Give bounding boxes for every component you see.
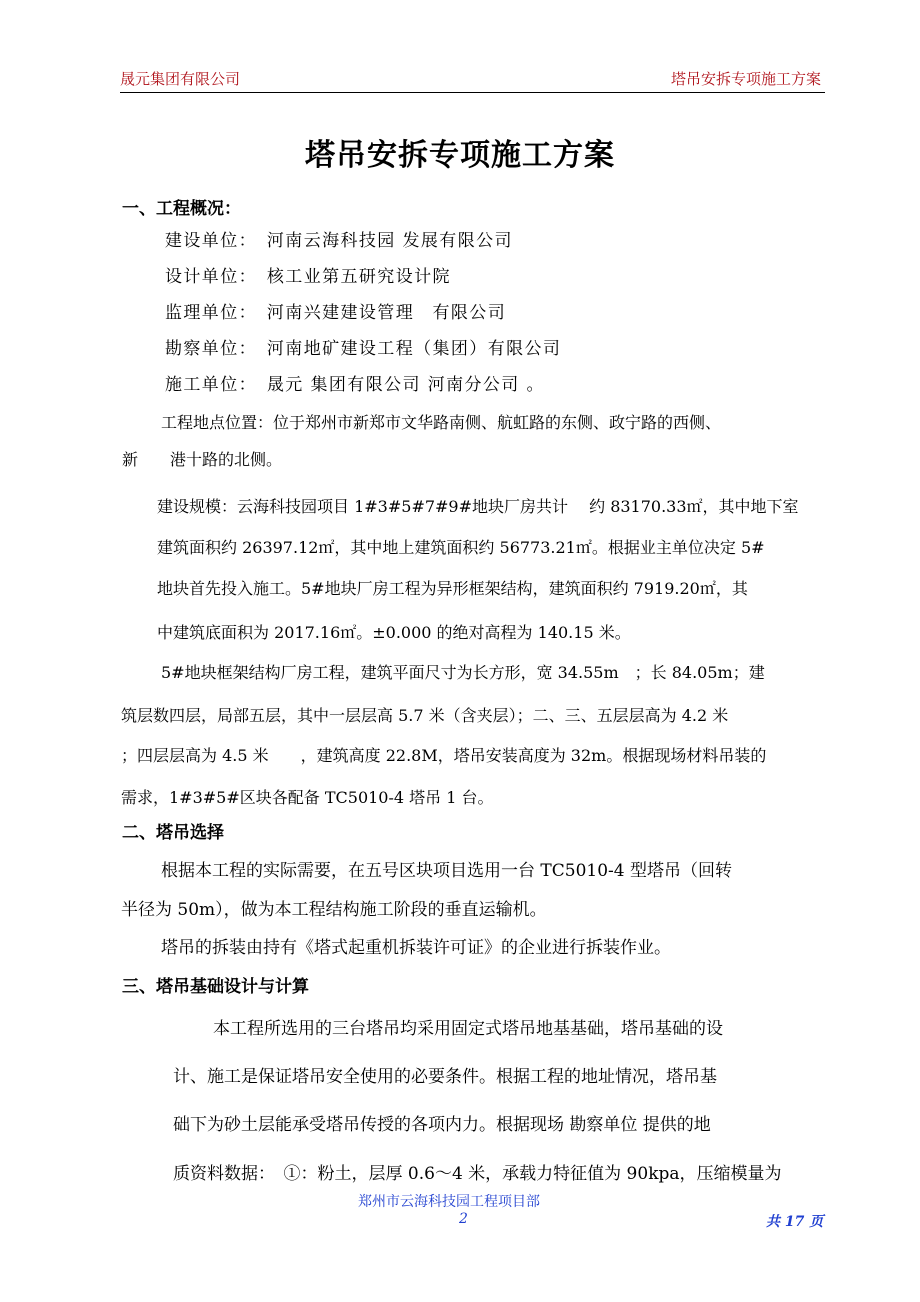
unit-row: 设计单位： 核工业第五研究设计院 bbox=[165, 267, 451, 287]
scale-line: 地块首先投入施工。5#地块厂房工程为异形框架结构，建筑面积约 7919.20㎡，其 bbox=[157, 579, 748, 598]
section2-heading: 二、塔吊选择 bbox=[122, 823, 224, 843]
section3-heading: 三、塔吊基础设计与计算 bbox=[122, 977, 309, 997]
unit-row: 监理单位： 河南兴建建设管理 有限公司 bbox=[165, 303, 507, 323]
location-line: 工程地点位置：位于郑州市新郑市文华路南侧、航虹路的东侧、政宁路的西侧、 bbox=[161, 413, 722, 432]
frame-line: 5#地块框架结构厂房工程，建筑平面尺寸为长方形，宽 34.55m ；长 84.05m；建 bbox=[161, 663, 765, 682]
paragraph-line: 本工程所选用的三台塔吊均采用固定式塔吊地基基础，塔吊基础的设 bbox=[213, 1019, 723, 1039]
paragraph-line: 根据本工程的实际需要，在五号区块项目选用一台 TC5010-4 型塔吊（回转 bbox=[161, 861, 732, 881]
scale-line: 建设规模：云海科技园项目 1#3#5#7#9#地块厂房共计 约 83170.33㎡，其中地下室 bbox=[157, 497, 799, 516]
paragraph-line: 塔吊的拆装由持有《塔式起重机拆装许可证》的企业进行拆装作业。 bbox=[161, 938, 671, 958]
frame-line: ；四层层高为 4.5 米 ，建筑高度 22.8M，塔吊安装高度为 32m。根据现场材料吊装的 bbox=[121, 746, 767, 765]
header-company: 晟元集团有限公司 bbox=[120, 70, 241, 88]
frame-line: 需求，1#3#5#区块各配备 TC5010-4 塔吊 1 台。 bbox=[121, 788, 494, 807]
location-line: 新 港十路的北侧。 bbox=[122, 450, 283, 469]
paragraph-line: 半径为 50m），做为本工程结构施工阶段的垂直运输机。 bbox=[121, 900, 547, 920]
page-total: 共 17 页 bbox=[766, 1214, 824, 1230]
unit-row: 施工单位： 晟元 集团有限公司 河南分公司 。 bbox=[165, 375, 545, 395]
paragraph-line: 质资料数据： ①：粉土，层厚 0.6～4 米，承载力特征值为 90kpa，压缩模量为 bbox=[173, 1164, 782, 1184]
header-doc-title: 塔吊安拆专项施工方案 bbox=[670, 70, 821, 88]
section1-heading: 一、工程概况： bbox=[122, 199, 241, 219]
page-header bbox=[120, 68, 825, 93]
unit-row: 建设单位： 河南云海科技园 发展有限公司 bbox=[165, 231, 513, 251]
footer-project: 郑州市云海科技园工程项目部 bbox=[358, 1194, 540, 1210]
scale-line: 中建筑底面积为 2017.16㎡。±0.000 的绝对高程为 140.15 米。 bbox=[157, 623, 631, 642]
frame-line: 筑层数四层，局部五层，其中一层层高 5.7 米（含夹层）；二、三、五层层高为 4.2 米 bbox=[121, 706, 729, 725]
paragraph-line: 础下为砂土层能承受塔吊传授的各项内力。根据现场 勘察单位 提供的地 bbox=[173, 1115, 711, 1135]
scale-line: 建筑面积约 26397.12㎡，其中地上建筑面积约 56773.21㎡。根据业主单位决定 5# bbox=[157, 538, 765, 557]
unit-row: 勘察单位： 河南地矿建设工程（集团）有限公司 bbox=[165, 339, 562, 359]
document-title: 塔吊安拆专项施工方案 bbox=[305, 138, 615, 173]
paragraph-line: 计、施工是保证塔吊安全使用的必要条件。根据工程的地址情况，塔吊基 bbox=[173, 1067, 717, 1087]
page-number: 2 bbox=[459, 1211, 468, 1227]
